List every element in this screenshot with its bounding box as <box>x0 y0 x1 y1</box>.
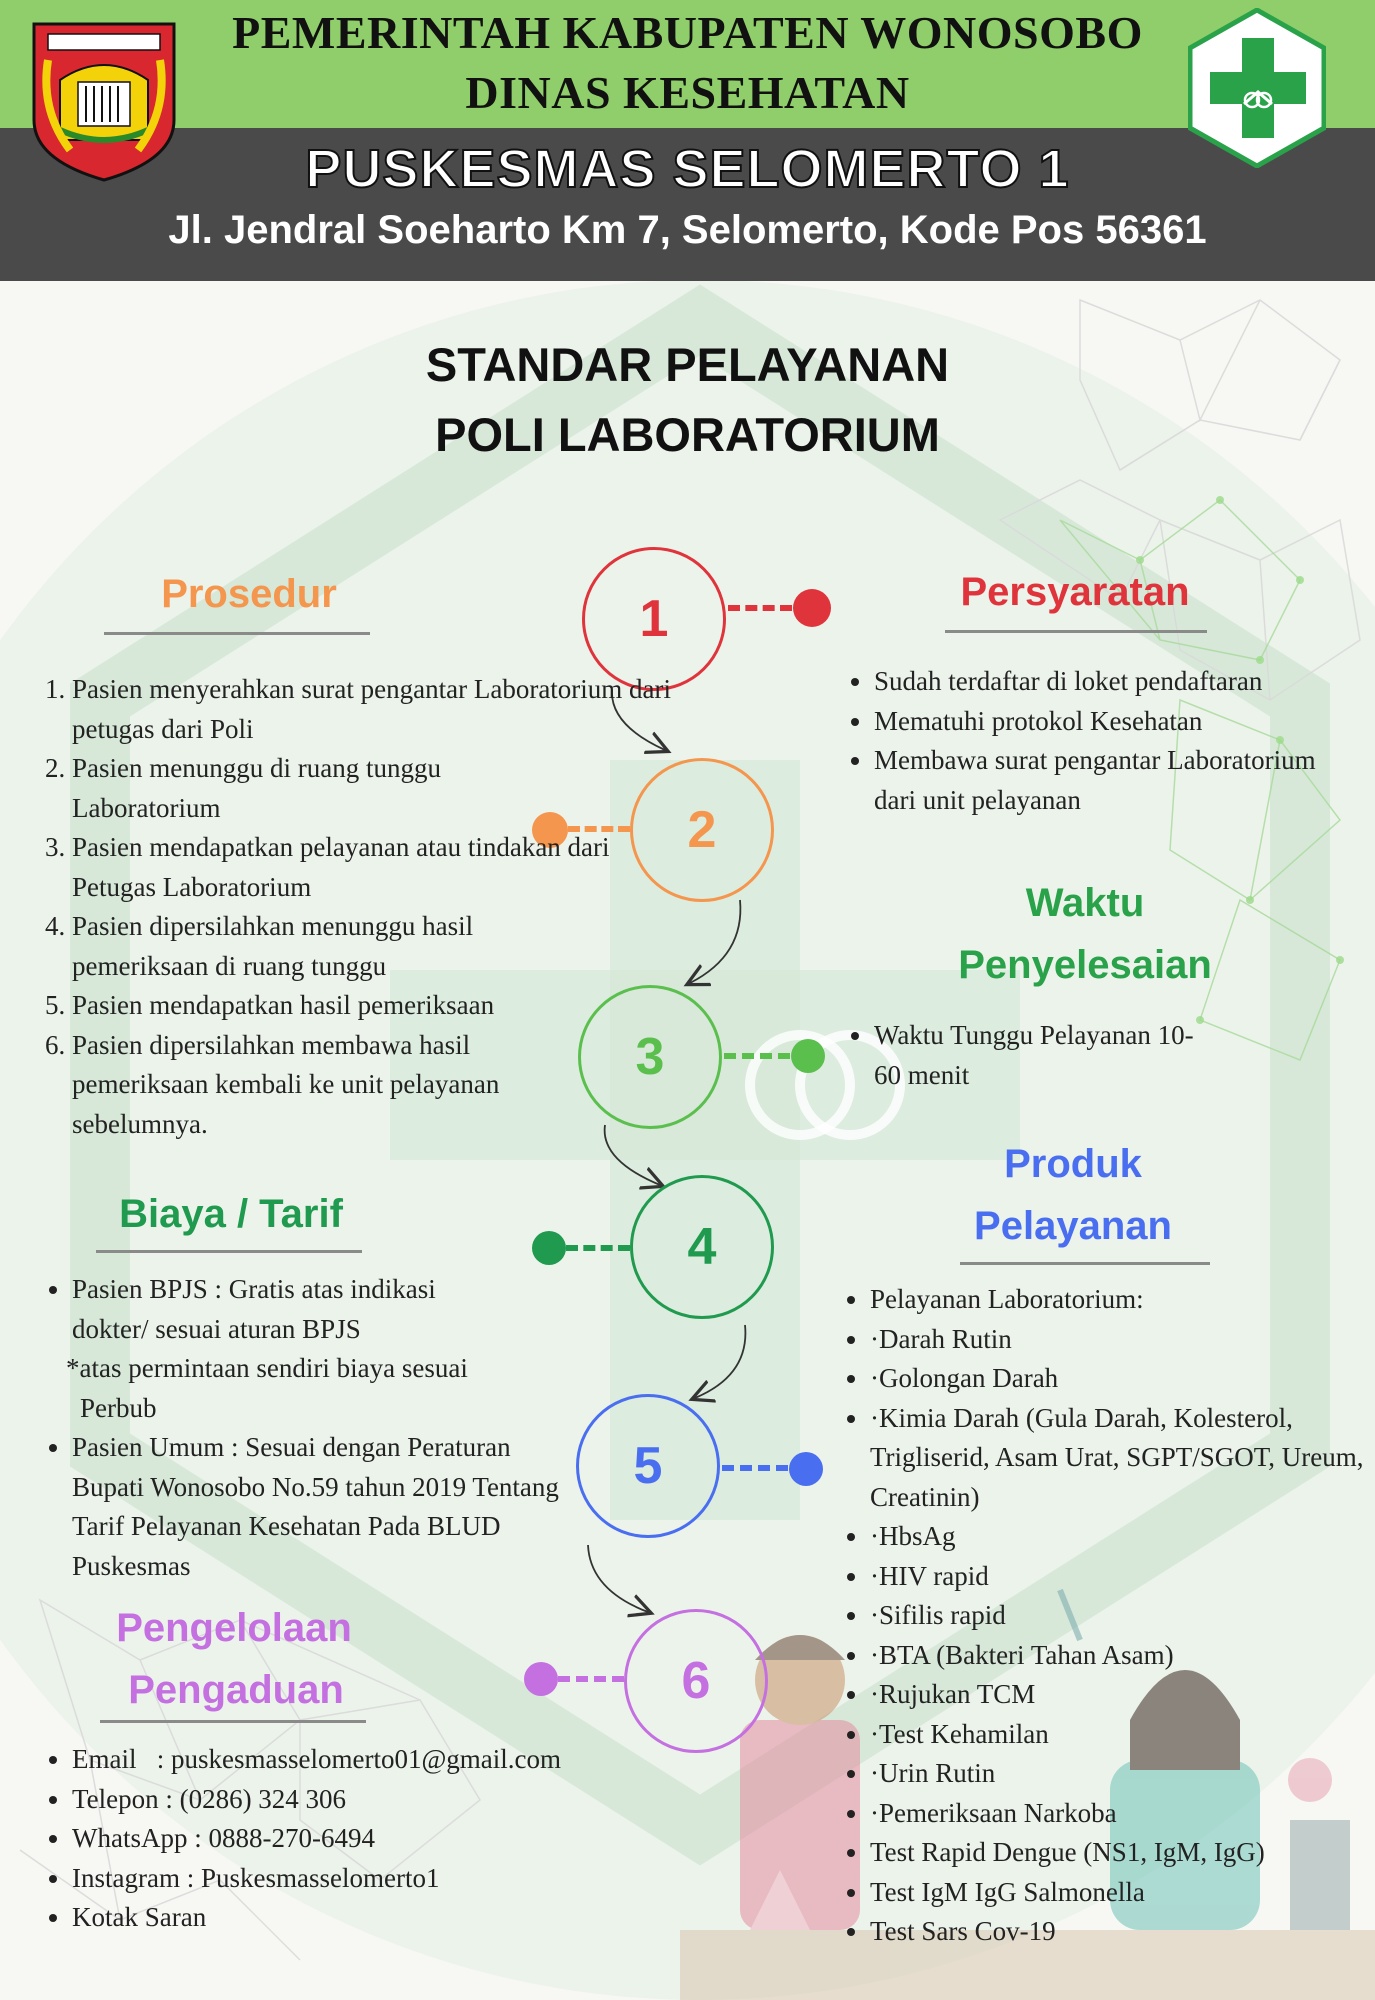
government-name: PEMERINTAH KABUPATEN WONOSOBO <box>232 7 1143 58</box>
produk-item: • ·HbsAg <box>870 1517 1375 1557</box>
persyaratan-item: • Mematuhi protokol Kesehatan <box>874 702 1374 742</box>
waktu-heading-line-2: Penyelesaian <box>958 943 1212 987</box>
prosedur-heading: Prosedur <box>161 572 337 616</box>
produk-item: • ·Golongan Darah <box>870 1359 1375 1399</box>
biaya-bpjs-note-line-2: Perbub <box>80 1392 157 1423</box>
prosedur-item: 6. Pasien dipersilahkan membawa hasil pemeriksaan kembali ke unit pelayanan sebelumnya. <box>72 1026 602 1145</box>
pengaduan-instagram: • Instagram : Puskesmasselomerto1 <box>72 1859 672 1899</box>
persyaratan-list <box>848 662 1374 820</box>
puskesmas-name: PUSKESMAS SELOMERTO 1 <box>305 139 1070 199</box>
pengaduan-whatsapp: • WhatsApp : 0888-270-6494 <box>72 1819 672 1859</box>
prosedur-item: 1. Pasien menyerahkan surat pengantar Laboratorium dari petugas dari Poli <box>72 670 672 749</box>
produk-list <box>844 1280 1375 1952</box>
produk-item: • ·Darah Rutin <box>870 1320 1375 1360</box>
step-5-connector <box>722 1465 788 1471</box>
step-6-connector <box>558 1676 624 1682</box>
step-4-connector <box>566 1245 630 1251</box>
pengaduan-underline <box>100 1720 366 1723</box>
pengaduan-heading-line-1: Pengelolaan <box>116 1606 352 1650</box>
biaya-list <box>46 1270 612 1349</box>
produk-heading-line-1: Produk <box>1004 1142 1142 1186</box>
puskesmas-address: Jl. Jendral Soeharto Km 7, Selomerto, Kode Pos 56361 <box>168 208 1207 252</box>
step-1-dot <box>793 589 831 627</box>
produk-item: • ·HIV rapid <box>870 1557 1375 1597</box>
step-3-number: 3 <box>635 1028 665 1086</box>
persyaratan-heading: Persyaratan <box>960 570 1190 614</box>
step-6-circle <box>624 1609 768 1753</box>
pengaduan-heading-line-2: Pengaduan <box>128 1668 344 1712</box>
biaya-heading: Biaya / Tarif <box>119 1192 343 1236</box>
step-4-dot <box>532 1231 566 1265</box>
step-4-number: 4 <box>687 1218 717 1276</box>
produk-item: • ·BTA (Bakteri Tahan Asam) <box>870 1636 1375 1676</box>
biaya-umum-list <box>46 1428 612 1586</box>
produk-item: • ·Sifilis rapid <box>870 1596 1375 1636</box>
produk-heading-line-2: Pelayanan <box>974 1204 1172 1248</box>
biaya-bpjs-note <box>66 1349 566 1428</box>
prosedur-underline <box>104 632 370 635</box>
pengaduan-list <box>46 1740 672 1938</box>
prosedur-item: 2. Pasien menunggu di ruang tunggu Laboratorium <box>72 749 552 828</box>
department-name: DINAS KESEHATAN <box>465 67 910 118</box>
produk-heading <box>928 1133 1218 1257</box>
step-6-dot <box>524 1662 558 1696</box>
produk-item: • ·Rujukan TCM <box>870 1675 1375 1715</box>
produk-item: • Test Sars Cov-19 <box>870 1912 1375 1952</box>
step-5-dot <box>789 1452 823 1486</box>
pengaduan-kotak-saran: • Kotak Saran <box>72 1898 672 1938</box>
waktu-heading <box>920 872 1250 996</box>
step-4-circle <box>630 1175 774 1319</box>
step-3-connector <box>724 1053 790 1059</box>
step-3-dot <box>791 1039 825 1073</box>
persyaratan-item: • Membawa surat pengantar Laboratorium dari unit pelayanan <box>874 741 1334 820</box>
persyaratan-underline <box>945 630 1207 633</box>
prosedur-item: 3. Pasien mendapatkan pelayanan atau tindakan dari Petugas Laboratorium <box>72 828 672 907</box>
step-5-number: 5 <box>633 1437 663 1495</box>
prosedur-item: 5. Pasien mendapatkan hasil pemeriksaan <box>72 986 672 1026</box>
step-1-number: 1 <box>639 590 669 648</box>
produk-item: • Test IgM IgG Salmonella <box>870 1873 1375 1913</box>
prosedur-item: 4. Pasien dipersilahkan menunggu hasil pemeriksaan di ruang tunggu <box>72 907 552 986</box>
waktu-item: • Waktu Tunggu Pelayanan 10-60 menit <box>874 1016 1204 1095</box>
produk-underline <box>960 1262 1210 1265</box>
title-line-1: STANDAR PELAYANAN <box>425 338 950 391</box>
produk-item: • ·Urin Rutin <box>870 1754 1375 1794</box>
biaya-umum: • Pasien Umum : Sesuai dengan Peraturan Bupati Wonosobo No.59 tahun 2019 Tentang Tarif Pelayanan Kesehatan Pada BLUD Puskesmas <box>72 1428 582 1586</box>
prosedur-list <box>46 670 672 1144</box>
pengaduan-email: • Email : puskesmasselomerto01@gmail.com <box>72 1740 672 1780</box>
step-6-number: 6 <box>681 1652 711 1710</box>
produk-item: • ·Test Kehamilan <box>870 1715 1375 1755</box>
title-line-2: POLI LABORATORIUM <box>435 408 940 461</box>
waktu-list <box>848 1016 1314 1095</box>
step-1-connector <box>728 605 792 611</box>
biaya-bpjs-note-line-1: *atas permintaan sendiri biaya sesuai <box>66 1353 468 1383</box>
produk-item: • ·Kimia Darah (Gula Darah, Kolesterol, Trigliserid, Asam Urat, SGPT/SGOT, Ureum, Creatinin) <box>870 1399 1370 1518</box>
step-2-number: 2 <box>687 801 717 859</box>
waktu-heading-line-1: Waktu <box>1025 881 1145 925</box>
biaya-bpjs: • Pasien BPJS : Gratis atas indikasi dokter/ sesuai aturan BPJS <box>72 1270 512 1349</box>
produk-item: • ·Pemeriksaan Narkoba <box>870 1794 1375 1834</box>
biaya-underline <box>96 1250 362 1253</box>
persyaratan-item: • Sudah terdaftar di loket pendaftaran <box>874 662 1374 702</box>
pengaduan-heading <box>84 1597 384 1721</box>
produk-item: • Pelayanan Laboratorium: <box>870 1280 1375 1320</box>
produk-item: • Test Rapid Dengue (NS1, IgM, IgG) <box>870 1833 1375 1873</box>
pengaduan-phone: • Telepon : (0286) 324 306 <box>72 1780 672 1820</box>
